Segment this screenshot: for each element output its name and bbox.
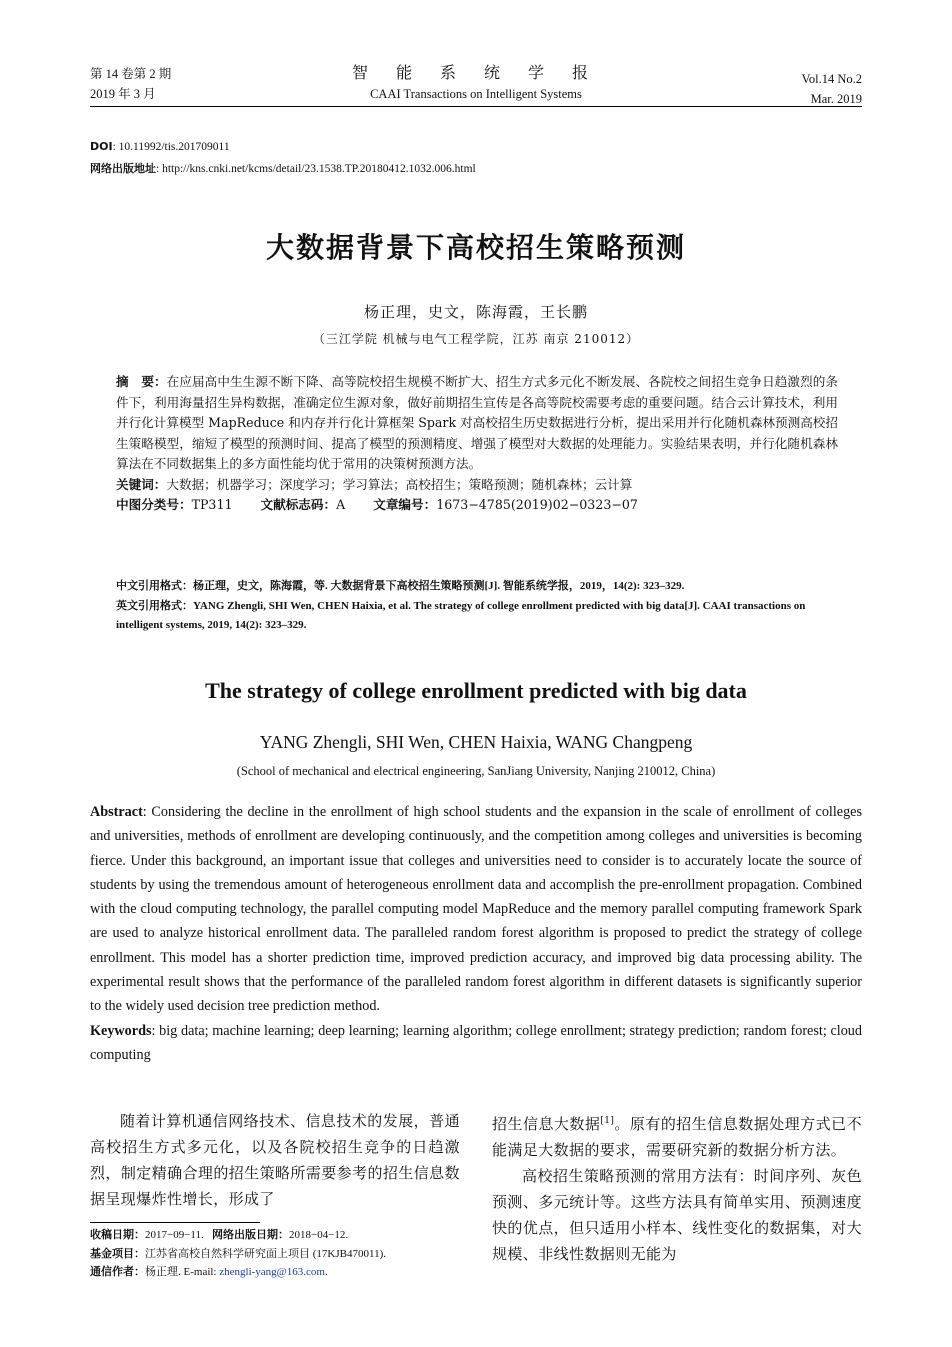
online-address-label: 网络出版地址	[90, 162, 156, 175]
authors-cn: 杨正理，史文，陈海霞，王长鹏	[363, 303, 588, 321]
corresponding-label: 通信作者：	[90, 1265, 145, 1278]
body-column-left	[90, 1108, 460, 1212]
corresponding-name: 杨正理. E-mail:	[145, 1266, 220, 1278]
title-en: The strategy of college enrollment predicted with big data	[205, 678, 747, 703]
doc-code-value: A	[336, 497, 346, 512]
header-rule	[90, 106, 862, 107]
received-date: 2017−09−11.	[145, 1229, 204, 1241]
header-right	[801, 69, 862, 109]
footnote-rule	[90, 1222, 260, 1223]
keywords-en-label: Keywords	[90, 1022, 152, 1039]
keywords-cn-label: 关键词：	[116, 476, 167, 492]
abstract-cn-text: 在应届高中生生源不断下降、高等院校招生规模不断扩大、招生方式多元化不断发展、各院校之间招生竞争日趋激烈的条件下，利用海量招生异构数据，准确定位生源对象，做好前期招生宣传是各高等院校需要考虑的重要问题。结合云计算技术，利用并行化计算模型 MapReduce 和内存并行化计算框架 Spark 对高校招生历史数据进行分析，提出采用并行化随机森林预测高校招生策略模型，缩短了模型的预测时间、提高了模型的预测精度、增强了模型对大数据的处理能力。实验结果表明，并行化随机森林算法在不同数据集上的多方面性能均优于常用的决策树预测方法。	[116, 374, 838, 471]
citation-block	[116, 576, 838, 635]
online-address-value[interactable]: : http://kns.cnki.net/kcms/detail/23.1538.TP.20180412.1032.006.html	[156, 163, 476, 175]
citation-en-label: 英文引用格式：	[116, 599, 193, 612]
journal-title-cn: 智 能 系 统 学 报	[351, 65, 600, 82]
reference-link[interactable]: [1]	[600, 1116, 615, 1126]
online-date: 2018−04−12.	[289, 1229, 349, 1241]
body-paragraph: 随着计算机通信网络技术、信息技术的发展，普通高校招生方式多元化，以及各院校招生竞争的日趋激烈，制定精确合理的招生策略所需要参考的招生信息数据呈现爆炸性增长，形成了	[90, 1112, 460, 1208]
citation-cn-label: 中文引用格式：	[116, 579, 193, 592]
corresponding-email[interactable]: zhengli-yang@163.com	[219, 1266, 325, 1278]
keywords-cn-text: 大数据；机器学习；深度学习；学习算法；高校招生；策略预测；随机森林；云计算	[166, 476, 633, 492]
doi-label: DOI	[90, 140, 113, 153]
online-date-label: 网络出版日期：	[212, 1228, 289, 1241]
title-cn: 大数据背景下高校招生策略预测	[265, 231, 686, 264]
journal-title-en: CAAI Transactions on Intelligent Systems	[370, 87, 582, 101]
fund-text: 江苏省高校自然科学研究面上项目 (17KJB470011).	[145, 1247, 386, 1260]
clc-label: 中图分类号：	[116, 497, 192, 512]
volume-issue: 第 14 卷第 2 期	[90, 67, 172, 81]
keywords-en-text: : big data; machine learning; deep learning; learning algorithm; college enrollment; strategy prediction; random forest; cloud computing	[90, 1022, 862, 1063]
footnote-block	[90, 1226, 470, 1282]
header-center	[90, 64, 862, 104]
doi-value[interactable]: : 10.11992/tis.201709011	[112, 141, 230, 153]
abstract-cn-label: 摘 要：	[116, 374, 167, 389]
abstract-en-label: Abstract	[90, 804, 143, 820]
publish-date-cn: 2019 年 3 月	[90, 87, 156, 101]
running-header	[90, 64, 862, 108]
body-paragraph	[492, 1108, 862, 1163]
authors-en: YANG Zhengli, SHI Wen, CHEN Haixia, WANG Changpeng	[259, 732, 693, 752]
body-text: 招生信息大数据	[492, 1115, 601, 1133]
affiliation-cn: （三江学院 机械与电气工程学院，江苏 南京 210012）	[312, 332, 640, 346]
body-text: 。原有的招生信息数据处理方式已不能满足大数据的要求，需要研究新的数据分析方法。	[492, 1115, 862, 1159]
abstract-en	[90, 800, 862, 1067]
corresponding-end: .	[325, 1266, 328, 1278]
body-paragraph: 高校招生策略预测的常用方法有：时间序列、灰色预测、多元统计等。这些方法具有简单实用、预测速度快的优点，但只适用小样本、线性变化的数据集，对大规模、非线性数据则无能为	[492, 1167, 862, 1263]
doc-code-label: 文献标志码：	[260, 497, 337, 512]
abstract-en-text: : Considering the decline in the enrollment of high school students and the expansion in the scale of enrollment of colleges and universities, methods of enrollment are developing continuously, and the competition among colleges and universities is becoming fierce. Under this background, an important issue that colleges and universities need to consider is to accurately locate the source of students by using the tremendous amount of heterogeneous enrollment data and accomplish the pre-enrollment propagation. Combined with the cloud computing technology, the parallel computing model MapReduce and the memory parallel computing framework Spark are used to analyze historical enrollment data. The paralleled random forest algorithm is proposed to predict the strategy of college enrollment. This model has a shorter prediction time, improved prediction accuracy, and improved big data processing ability. The experimental result shows that the performance of the paralleled random forest algorithm in different datasets is significantly superior to the widely used decision tree prediction method.	[90, 804, 862, 1015]
clc-value: TP311	[191, 497, 233, 512]
citation-en-text: YANG Zhengli, SHI Wen, CHEN Haixia, et al. The strategy of college enrollment predicted with big data[J]. CAAI transactions on intelligent systems, 2019, 14(2): 323–329.	[116, 600, 806, 631]
article-no-label: 文章编号：	[373, 497, 437, 512]
abstract-cn	[116, 372, 838, 516]
body-column-right	[492, 1108, 862, 1267]
publish-date-en: Mar. 2019	[810, 92, 862, 106]
affiliation-en: (School of mechanical and electrical engineering, SanJiang University, Nanjing 210012, China)	[236, 764, 716, 778]
fund-label: 基金项目：	[90, 1246, 145, 1260]
received-label: 收稿日期：	[90, 1228, 145, 1241]
doi-block	[90, 136, 476, 180]
volume-issue-en: Vol.14 No.2	[801, 72, 862, 86]
citation-cn-text: 杨正理，史文，陈海霞，等. 大数据背景下高校招生策略预测[J]. 智能系统学报，2019，14(2): 323–329.	[193, 580, 685, 592]
article-no-value: 1673−4785(2019)02−0323−07	[436, 497, 638, 512]
